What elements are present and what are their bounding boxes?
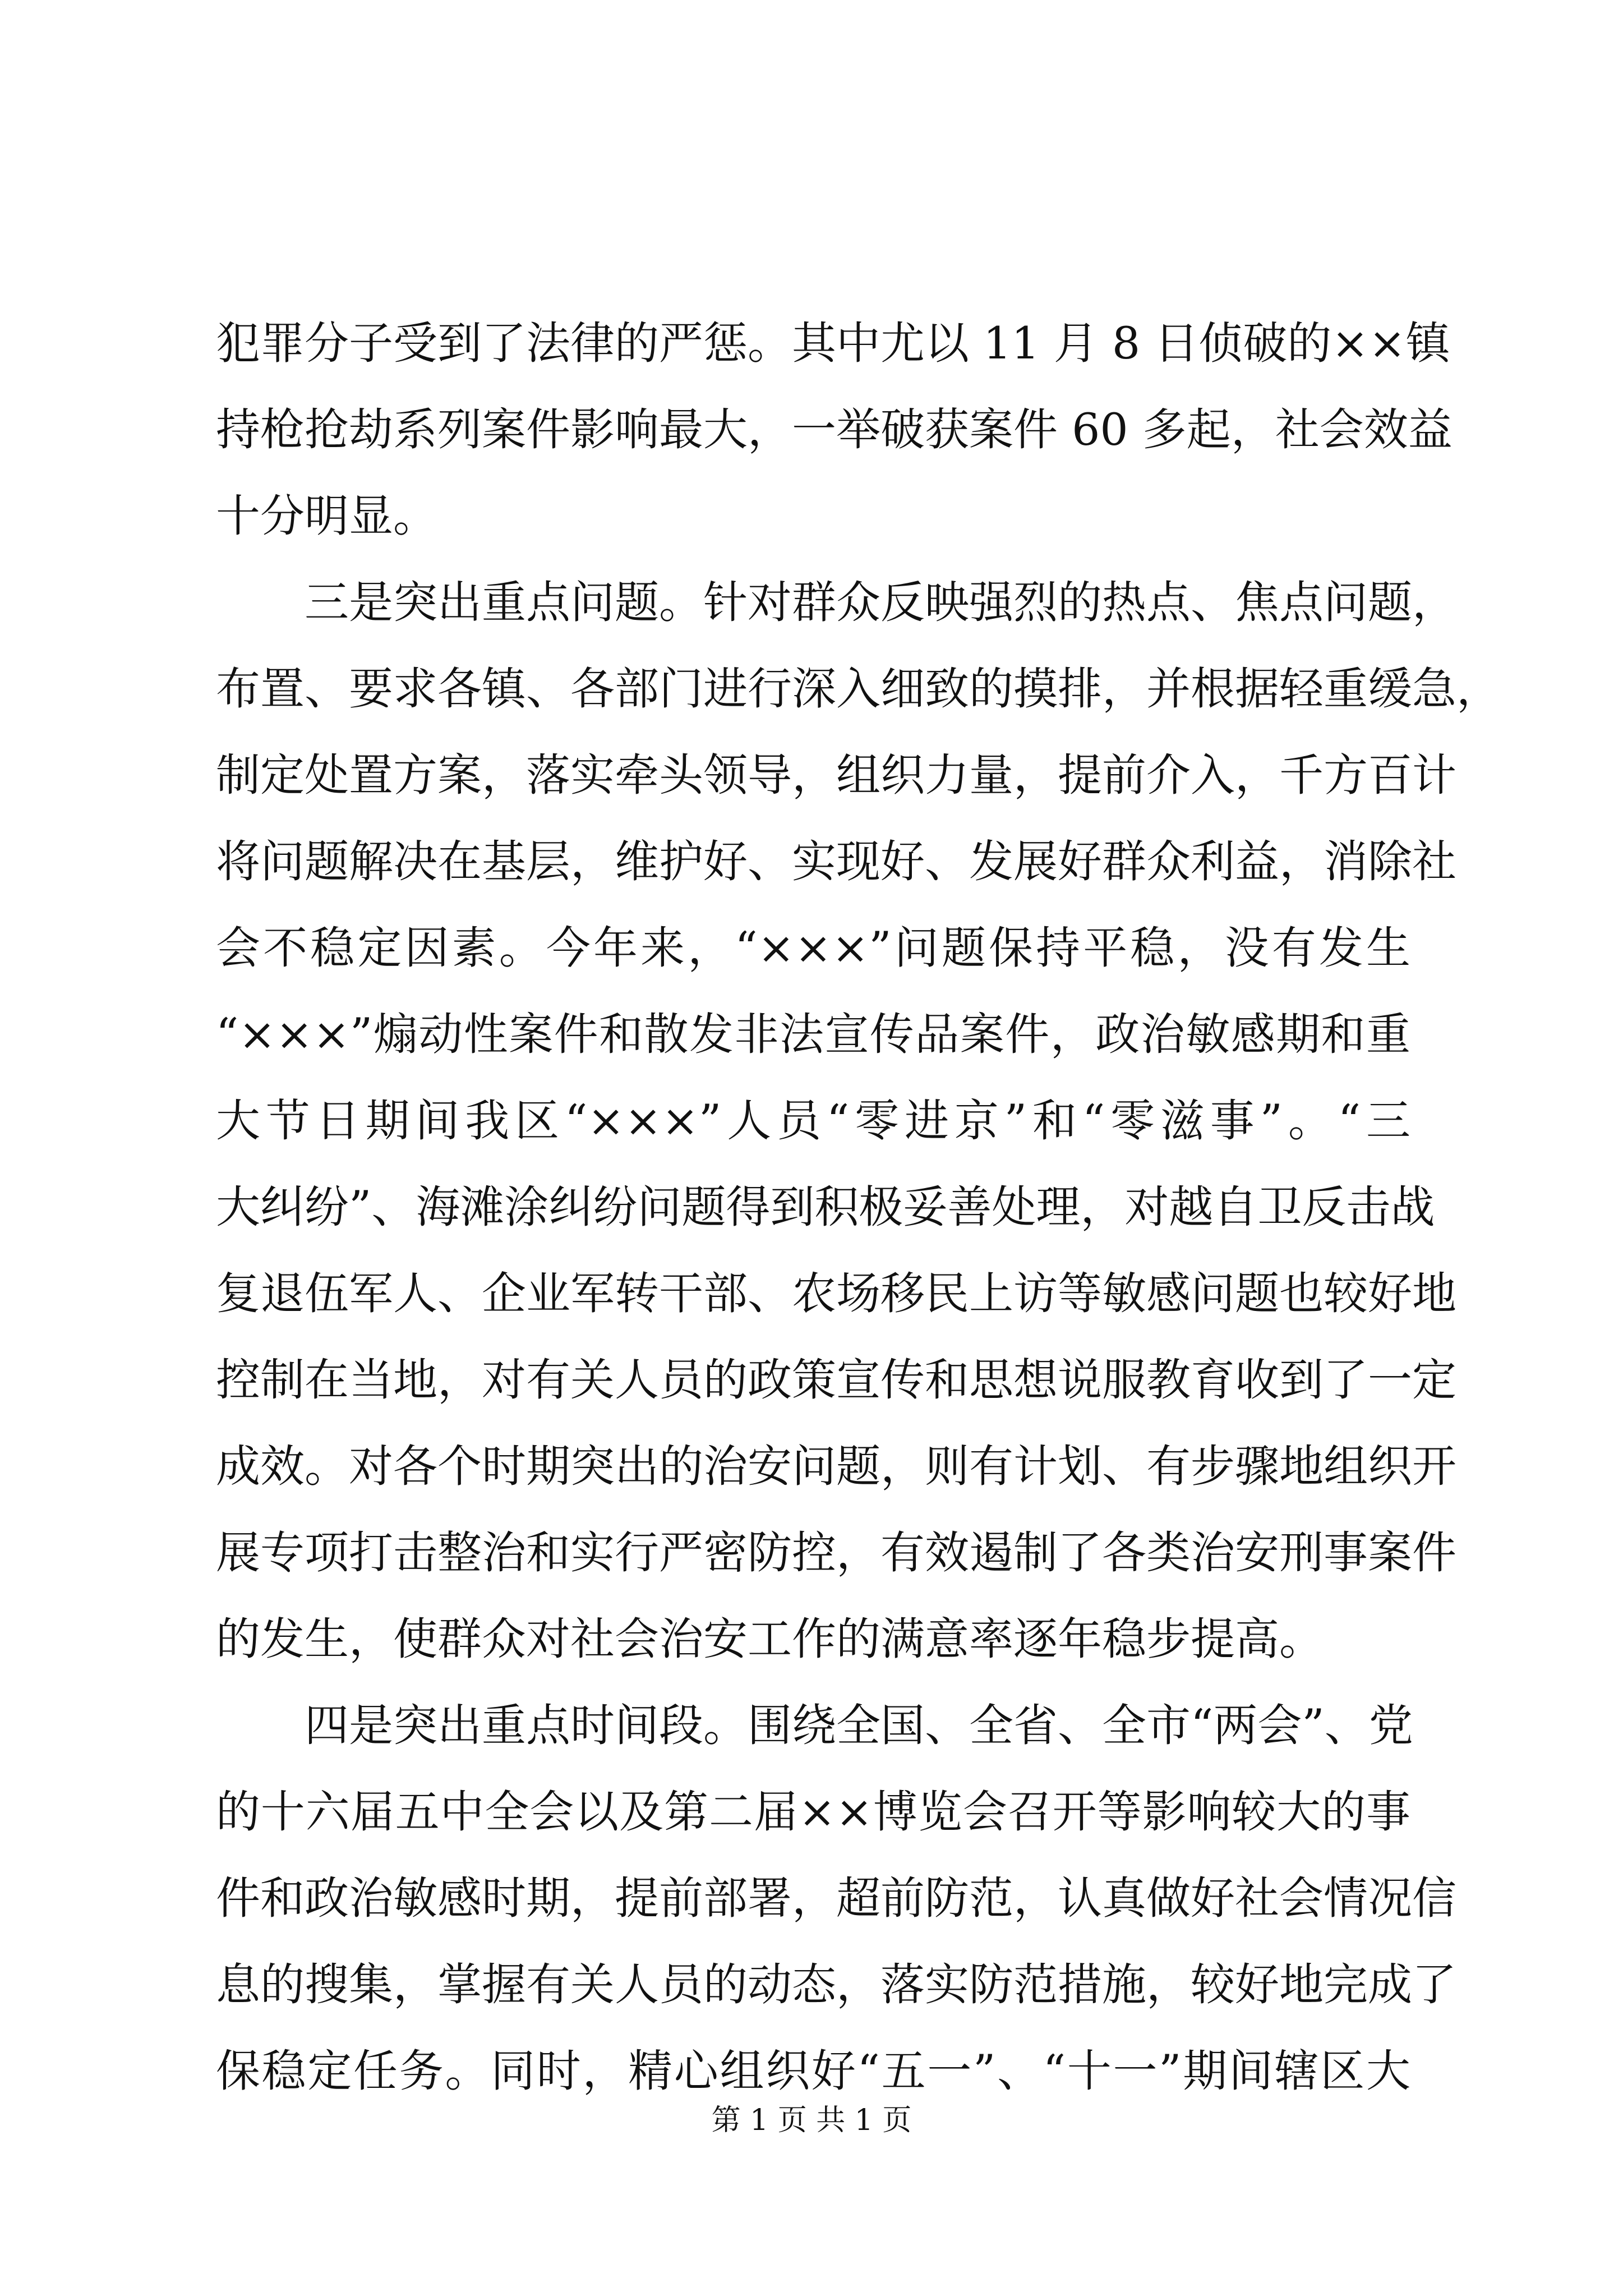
text-line-13: 控制在当地，对有关人员的政策宣传和思想说服教育收到了一定 [216, 1354, 1456, 1406]
text-line-2: 持枪抢劫系列案件影响最大，一举破获案件 60 多起，社会效益 [216, 404, 1453, 455]
text-line-5: 布置、要求各镇、各部门进行深入细致的摸排，并根据轻重缓急， [216, 663, 1501, 715]
text-line-17: 四是突出重点时间段。围绕全国、全省、全市“两会”、党 [305, 1700, 1413, 1751]
text-line-4: 三是突出重点问题。针对群众反映强烈的热点、焦点问题， [305, 577, 1456, 628]
text-line-12: 复退伍军人、企业军转干部、农场移民上访等敏感问题也较好地 [216, 1268, 1456, 1319]
text-line-10: 大节日期间我区“×××”人员“零进京”和“零滋事”。“三 [216, 1095, 1410, 1147]
document-body [216, 300, 1501, 2114]
text-line-19: 件和政治敏感时期，提前部署，超前防范，认真做好社会情况信 [216, 1872, 1456, 1924]
text-line-6: 制定处置方案，落实牵头领导，组织力量，提前介入，千方百计 [216, 749, 1456, 801]
text-line-1: 犯罪分子受到了法律的严惩。其中尤以 11 月 8 日侦破的××镇 [216, 318, 1450, 369]
text-line-11: 大纠纷”、海滩涂纠纷问题得到积极妥善处理，对越自卫反击战 [216, 1181, 1435, 1233]
text-line-16: 的发生，使群众对社会治安工作的满意率逐年稳步提高。 [216, 1613, 1324, 1665]
text-line-7: 将问题解决在基层，维护好、实现好、发展好群众利益，消除社 [216, 836, 1456, 887]
text-line-9: “×××”煽动性案件和散发非法宣传品案件，政治敏感期和重 [216, 1009, 1410, 1060]
text-line-3: 十分明显。 [216, 490, 437, 542]
text-line-20: 息的搜集，掌握有关人员的动态，落实防范措施，较好地完成了 [216, 1959, 1456, 2010]
text-line-8: 会不稳定因素。今年来，“×××”问题保持平稳，没有发生 [216, 922, 1410, 974]
text-line-15: 展专项打击整治和实行严密防控，有效遏制了各类治安刑事案件 [216, 1527, 1456, 1579]
page-number-label: 第 1 页 共 1 页 [711, 2104, 912, 2137]
text-line-18: 的十六届五中全会以及第二届××博览会召开等影响较大的事 [216, 1786, 1410, 1838]
page-footer [0, 2101, 1623, 2140]
text-line-14: 成效。对各个时期突出的治安问题，则有计划、有步骤地组织开 [216, 1441, 1456, 1492]
text-line-21: 保稳定任务。同时，精心组织好“五一”、“十一”期间辖区大 [216, 2045, 1410, 2097]
